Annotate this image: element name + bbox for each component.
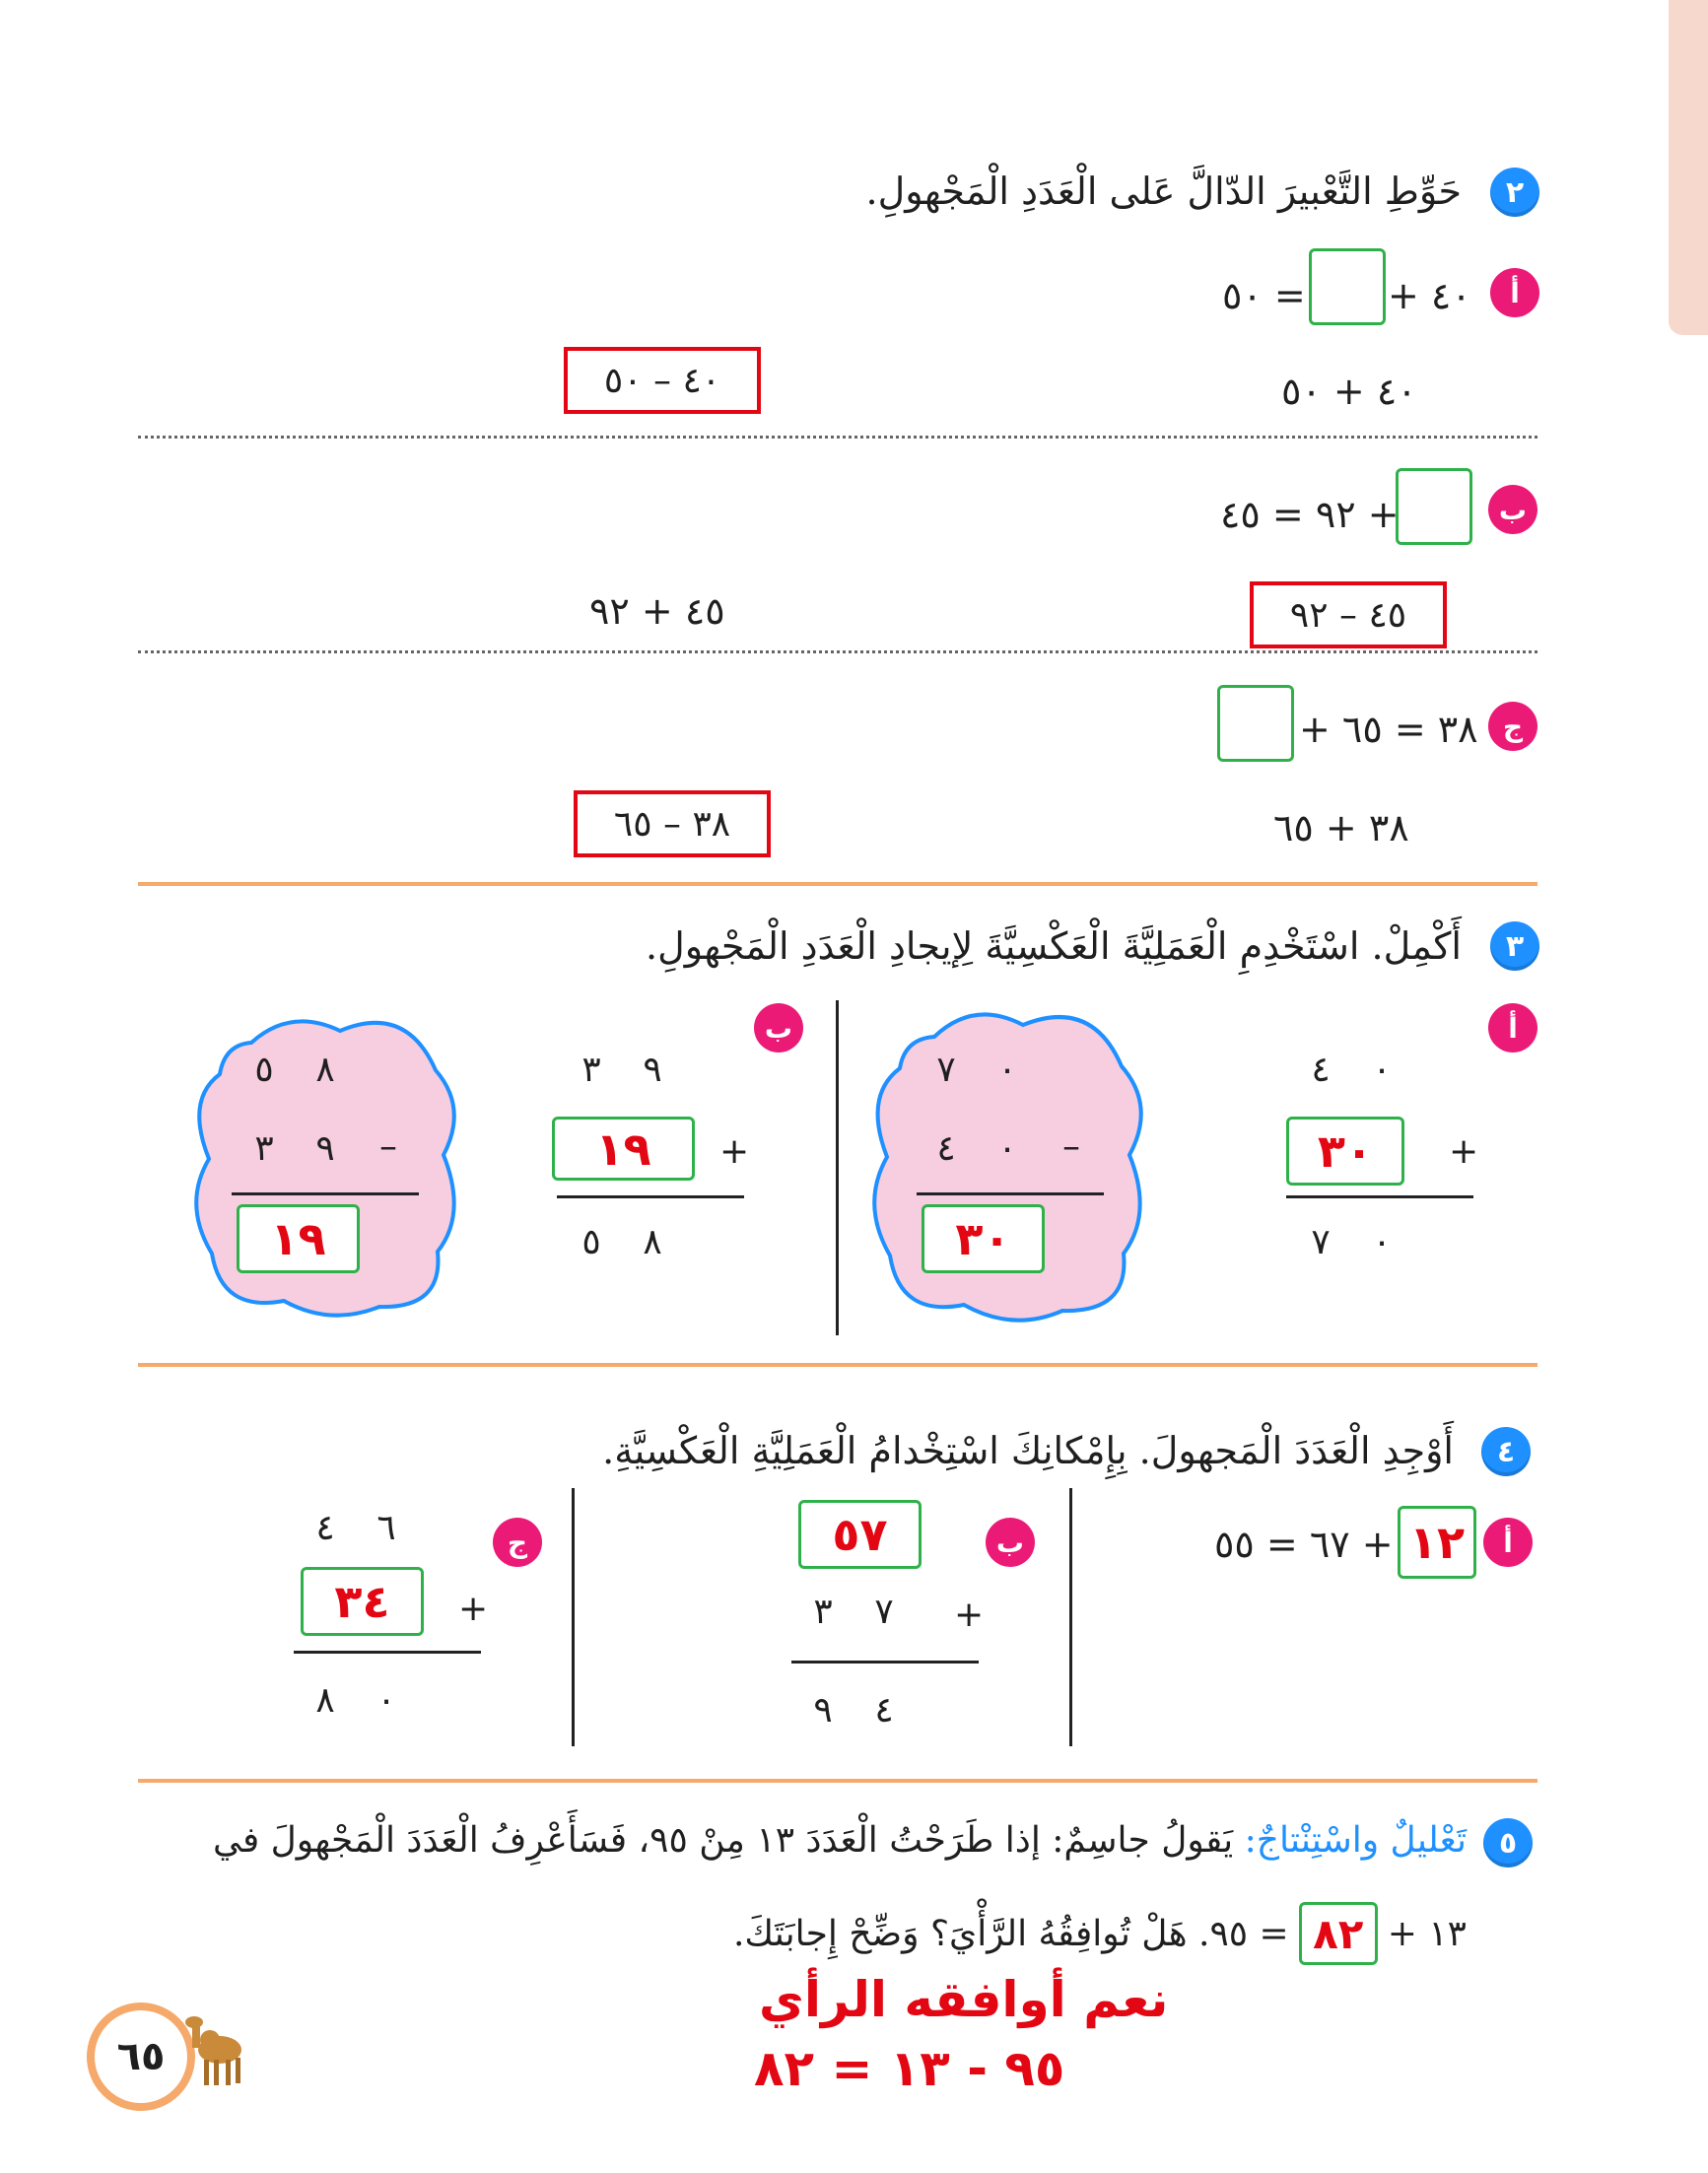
item-2b-badge: ب [1488,485,1537,534]
item-4a-badge: أ [1483,1518,1533,1567]
item-3a-cloud-mid-tens: ٤ [936,1128,956,1169]
item-3a-cloud-top-tens: ٧ [936,1050,956,1090]
item-2a-expr-2: ٤٠ – ٥٠ [603,360,721,401]
item-4b-mid-tens: ٣ [813,1592,833,1632]
item-4a-answer-box[interactable]: ١٢ [1398,1506,1476,1579]
page-number: ٦٥ [87,2003,195,2111]
item-3b-sum-line [557,1195,744,1198]
item-2c-expr-2-circled[interactable] [574,790,771,857]
item-4b-mid-ones: ٧ [874,1592,894,1632]
item-4c-top-ones: ٦ [376,1508,396,1548]
question-2-badge: ٢ [1490,168,1539,217]
item-2a-answer-box[interactable] [1309,248,1386,325]
question-5-badge: ٥ [1483,1818,1533,1867]
item-4c-bottom-tens: ٨ [315,1680,335,1721]
divider-orange-3 [138,1779,1537,1783]
item-3a-top-ones: ٠ [1372,1050,1392,1090]
item-2b-answer-box[interactable] [1396,468,1472,545]
item-4c-answer-box[interactable]: ٣٤ [301,1567,424,1636]
question-3-badge: ٣ [1490,921,1539,971]
item-3-divider [836,1000,839,1335]
item-3b-answer-box[interactable]: ١٩ [552,1117,695,1181]
item-2a-badge: أ [1490,268,1539,317]
question-5-line-2-end: = ٩٥. هَلْ تُوافِقُهُ الرَّأْيَ؟ وَضِّحْ إِجابَتَكَ. [732,1913,1289,1954]
item-3a-cloud-mid-ones: ٠ [997,1128,1017,1169]
item-4c-badge: ج [493,1518,542,1567]
item-3b-badge: ب [754,1003,803,1053]
item-3b-bottom-tens: ٥ [581,1222,601,1262]
item-3a-sum-line [1286,1195,1473,1198]
item-3b-cloud-top-tens: ٥ [254,1050,274,1090]
item-3b-cloud-answer-box[interactable]: ١٩ [237,1204,360,1273]
divider-orange-2 [138,1363,1537,1367]
question-5-response-1: نعم أوافقه الرأي [759,1971,1169,2028]
divider-dotted-2 [138,650,1537,653]
item-3b-cloud-top-ones: ٨ [315,1050,335,1090]
item-3b-plus: + [719,1131,750,1172]
item-3a-plus: + [1449,1131,1479,1172]
item-4b-answer-box[interactable]: ٥٧ [798,1500,922,1569]
item-3a-badge: أ [1488,1003,1537,1053]
item-2b-expr-1: ٤٥ – ٩٢ [1289,594,1407,636]
item-2b-expr-1-circled[interactable] [1250,581,1447,648]
divider-dotted-1 [138,436,1537,439]
item-2a-expr-1[interactable]: ٤٠ + ٥٠ [1281,370,1417,413]
item-2a-equation-right: + ٤٠ [1388,274,1471,317]
question-5-label: تَعْليلٌ واسْتِنْتاجٌ: [1244,1820,1467,1861]
question-4-instruction: أَوْجِدِ الْعَدَدَ الْمَجهولَ. بِإِمْكانِكَ اسْتِخْدامُ الْعَمَلِيَّةِ الْعَكْسِيَّةِ. [602,1429,1454,1472]
question-5-answer-box[interactable]: ٨٢ [1299,1902,1378,1965]
item-2a-expr-2-circled[interactable] [564,347,761,414]
item-3b-top-ones: ٩ [643,1050,662,1090]
item-4c-bottom-ones: ٠ [376,1680,396,1721]
side-tab [1669,0,1708,335]
item-3a-bottom-ones: ٠ [1372,1222,1392,1262]
item-4c-plus: + [458,1589,489,1629]
item-2c-answer-box[interactable] [1217,685,1294,762]
item-2c-expr-2: ٣٨ – ٦٥ [613,803,731,845]
item-3a-bottom-tens: ٧ [1311,1222,1331,1262]
item-4-divider-2 [572,1488,575,1746]
item-3a-cloud-minus: – [1062,1126,1080,1167]
question-4-badge: ٤ [1481,1427,1531,1476]
item-2b-equation: ٩٢ = ٤٥ + [1220,493,1400,536]
item-3a-cloud-answer-box[interactable]: ٣٠ [922,1204,1045,1273]
camel-icon [182,2010,251,2089]
item-4b-bottom-tens: ٩ [813,1690,833,1731]
question-2-instruction: حَوِّطِ التَّعْبيرَ الدّالَّ عَلى الْعَدَدِ الْمَجْهولِ. [865,170,1462,213]
item-3b-bottom-ones: ٨ [643,1222,662,1262]
question-5-response-2: ٩٥ - ١٣ = ٨٢ [754,2040,1065,2097]
item-3a-cloud-top-ones: ٠ [997,1050,1017,1090]
item-2c-badge: ج [1488,702,1537,751]
item-4b-badge: ب [986,1518,1035,1567]
question-5-line-2 [733,1902,1467,1965]
item-3b-cloud-minus: – [379,1126,397,1167]
question-5-line-1 [213,1818,1467,1865]
item-3b-cloud-mid-tens: ٣ [254,1128,274,1169]
question-5-line-2-start: ١٣ + [1387,1913,1467,1954]
item-4b-sum-line [791,1661,979,1664]
item-3a-top-tens: ٤ [1311,1050,1331,1090]
item-2b-expr-2[interactable]: ٤٥ + ٩٢ [589,589,725,633]
question-3-instruction: أَكْمِلْ. اسْتَخْدِمِ الْعَمَلِيَّةَ الْعَكْسِيَّةَ لِإيجادِ الْعَدَدِ الْمَجْهولِ. [646,924,1462,968]
item-4b-bottom-ones: ٤ [874,1690,894,1731]
item-3a-answer-box[interactable]: ٣٠ [1286,1117,1404,1186]
divider-orange-1 [138,882,1537,886]
item-2c-expr-1[interactable]: ٣٨ + ٦٥ [1273,806,1409,849]
question-5-text: يَقولُ جاسِمٌ: إذا طَرَحْتُ الْعَدَدَ ١٣ مِنْ ٩٥، فَسَأَعْرِفُ الْعَدَدَ الْمَجْهولَ في [212,1820,1234,1861]
item-3b-cloud-line [232,1192,419,1195]
item-3b-cloud-mid-ones: ٩ [315,1128,335,1169]
item-3a-cloud-line [917,1192,1104,1195]
item-4c-top-tens: ٤ [315,1508,335,1548]
item-4b-plus: + [954,1595,985,1635]
item-3b-top-tens: ٣ [581,1050,601,1090]
item-4c-sum-line [294,1651,481,1654]
item-2c-equation: + ٣٨ = ٦٥ [1299,708,1478,751]
item-4-divider-1 [1069,1488,1072,1746]
item-4a-equation: ٦٧ = ٥٥ + [1214,1523,1394,1566]
item-2a-equation-left: ٥٠ = [1222,274,1306,317]
